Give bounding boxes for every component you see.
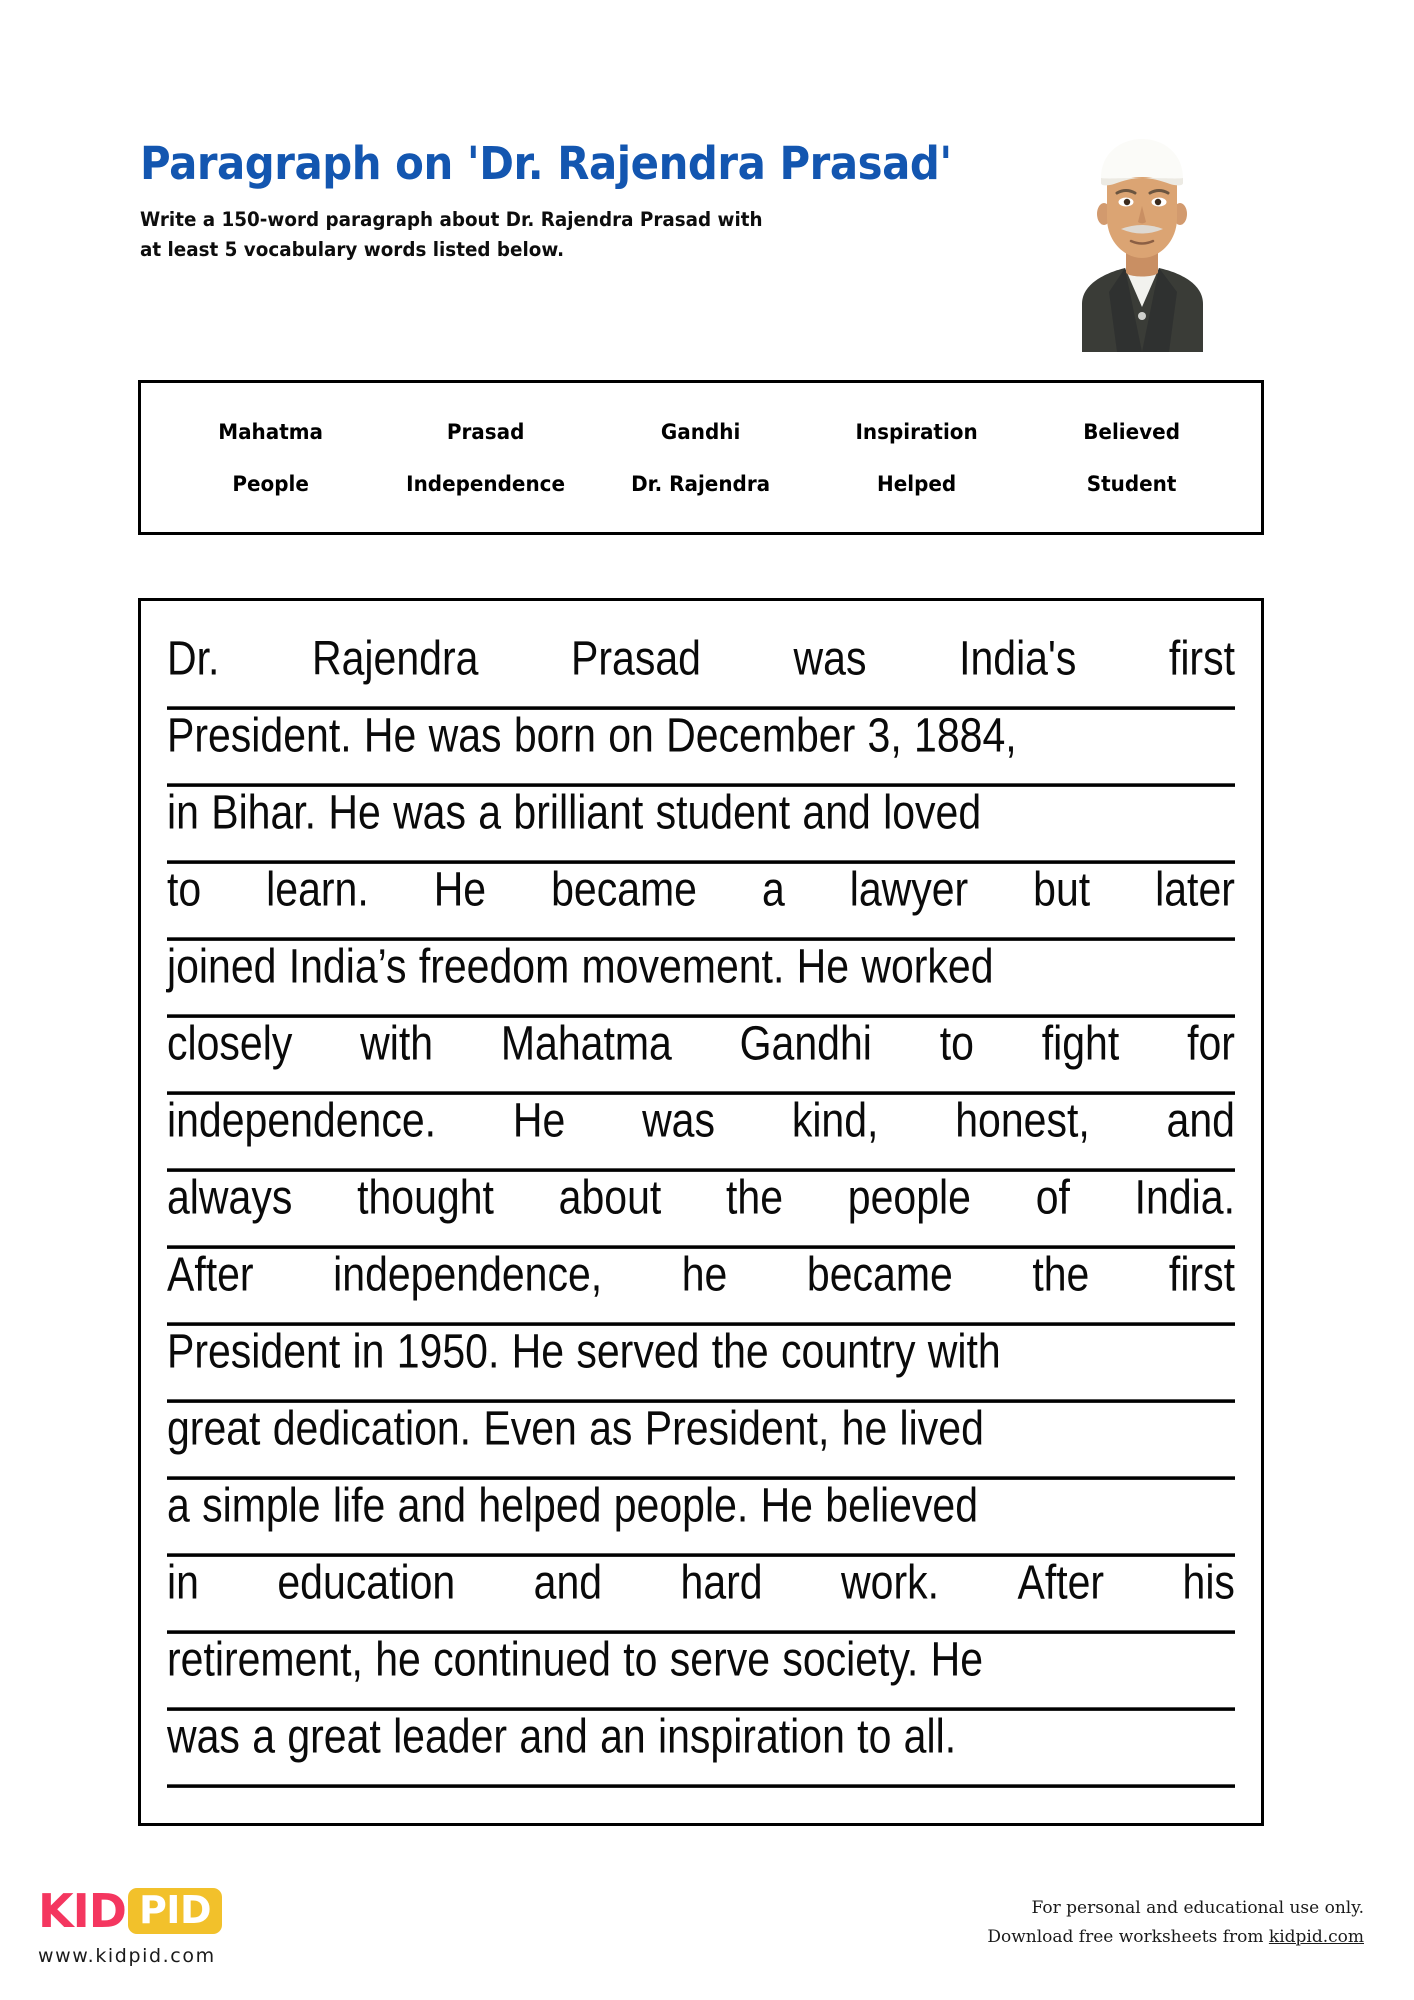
answer-word: country [781, 1323, 916, 1379]
answer-word: lived [899, 1400, 984, 1456]
answer-word: simple [202, 1477, 321, 1533]
answer-word: 1950. [396, 1323, 500, 1379]
answer-word: as [589, 1400, 633, 1456]
answer-word: He [363, 707, 417, 763]
vocabulary-word: Dr. Rajendra [631, 471, 771, 496]
answer-word: a [478, 784, 502, 840]
answer-word: always [167, 1169, 293, 1225]
answer-word: served [576, 1323, 700, 1379]
answer-word: and [802, 784, 871, 840]
kidpid-link[interactable]: kidpid.com [1268, 1926, 1364, 1947]
answer-word: India’s [288, 938, 407, 994]
vocabulary-row [141, 472, 1261, 496]
answer-word: in [352, 1323, 385, 1379]
answer-word: on [608, 707, 654, 763]
answer-word: was [642, 1092, 715, 1148]
answer-word: and [397, 1477, 467, 1533]
answer-word: Mahatma [500, 1015, 672, 1071]
answer-word: a [167, 1477, 190, 1533]
answer-word: independence. [167, 1092, 437, 1148]
answer-word: society. [782, 1631, 919, 1687]
answer-word: student [655, 784, 791, 840]
answer-word: about [558, 1169, 662, 1225]
answer-word: After [167, 1246, 254, 1302]
answer-word: hard [680, 1554, 763, 1610]
answer-word: life [332, 1477, 386, 1533]
vocabulary-word-bank [138, 380, 1264, 535]
answer-word: After [1017, 1554, 1105, 1610]
answer-word: retirement, [167, 1631, 363, 1687]
logo-kid-text: KID [38, 1884, 126, 1938]
worksheet-footer [0, 1880, 1414, 2000]
answer-word: a [761, 861, 785, 917]
answer-word: worked [861, 938, 994, 994]
answer-word: the [1032, 1246, 1090, 1302]
answer-word: first [1168, 630, 1235, 686]
answer-word: great [287, 1708, 381, 1764]
vocabulary-word: People [232, 471, 309, 496]
answer-word: lawyer [849, 861, 969, 917]
answer-word: India's [959, 630, 1077, 686]
answer-word: Rajendra [312, 630, 479, 686]
answer-word: was [167, 1708, 240, 1764]
answer-word: was [393, 784, 466, 840]
answer-word: Dr. [167, 630, 220, 686]
answer-word: to [167, 861, 202, 917]
answer-word: He [796, 938, 850, 994]
logo-pid-badge [128, 1888, 222, 1934]
answer-word: He [511, 1323, 565, 1379]
logo-mark [38, 1885, 222, 1937]
answer-word: 1884, [914, 707, 1017, 763]
answer-word: fight [1041, 1015, 1120, 1071]
kidpid-logo[interactable] [38, 1885, 222, 1967]
answer-word: independence, [333, 1246, 603, 1302]
answer-word: but [1033, 861, 1091, 917]
answer-word: inspiration [657, 1708, 845, 1764]
answer-word: movement. [581, 938, 785, 994]
answer-word: He [760, 1477, 813, 1533]
answer-word: kind, [791, 1092, 879, 1148]
answer-word: learn. [266, 861, 369, 917]
answer-word: people [847, 1169, 971, 1225]
answer-word: believed [825, 1477, 979, 1533]
answer-word: became [551, 861, 697, 917]
answer-word: Gandhi [739, 1015, 872, 1071]
footer-note-line-1: For personal and educational use only. [1031, 1898, 1364, 1918]
answer-word: to [857, 1708, 892, 1764]
answer-word: India. [1134, 1169, 1235, 1225]
answer-word: great [167, 1400, 261, 1456]
answer-word: work. [841, 1554, 940, 1610]
answer-word: thought [357, 1169, 494, 1225]
answer-word: He [930, 1631, 984, 1687]
vocabulary-word: Student [1086, 471, 1177, 496]
answer-line [167, 1697, 1235, 1788]
answer-word: was [428, 707, 502, 763]
answer-word: people. [613, 1477, 749, 1533]
answer-word: 3, [867, 707, 902, 763]
vocabulary-word: Gandhi [661, 419, 741, 444]
answer-word: He [328, 784, 381, 840]
answer-word: born [513, 707, 596, 763]
answer-word: for [1187, 1015, 1235, 1071]
footer-note [987, 1894, 1364, 1952]
answer-word: closely [167, 1015, 293, 1071]
portrait-dr-rajendra-prasad [1047, 132, 1237, 352]
vocabulary-row [141, 420, 1261, 444]
answer-word: Bihar. [211, 784, 317, 840]
answer-word: and [519, 1708, 588, 1764]
answer-word: and [1166, 1092, 1235, 1148]
answer-word: he [375, 1631, 421, 1687]
answer-word: President, [644, 1400, 830, 1456]
footer-note-prefix: Download free worksheets from [987, 1926, 1269, 1947]
answer-word: loved [883, 784, 982, 840]
answer-word: dedication. [272, 1400, 472, 1456]
answer-word: Even [483, 1400, 577, 1456]
answer-word: with [360, 1015, 434, 1071]
vocabulary-word: Prasad [447, 419, 525, 444]
answer-word: of [1035, 1169, 1070, 1225]
answer-word: brilliant [513, 784, 644, 840]
answer-word: and [533, 1554, 603, 1610]
vocabulary-word: Mahatma [218, 419, 323, 444]
instruction-line-1: Write a 150-word paragraph about Dr. Rajendra Prasad with [140, 208, 763, 232]
answer-word: all. [903, 1708, 957, 1764]
answer-word: joined [167, 938, 277, 994]
answer-word: first [1168, 1246, 1235, 1302]
answer-word: helped [478, 1477, 602, 1533]
answer-word: an [600, 1708, 646, 1764]
answer-word: continued [433, 1631, 611, 1687]
answer-word: education [277, 1554, 456, 1610]
answer-word: with [927, 1323, 1001, 1379]
answer-word: a [252, 1708, 276, 1764]
answer-word: in [167, 1554, 199, 1610]
answer-word: later [1155, 861, 1235, 917]
answer-word: leader [393, 1708, 508, 1764]
page-title: Paragraph on 'Dr. Rajendra Prasad' [140, 137, 952, 190]
answer-word: honest, [955, 1092, 1090, 1148]
logo-pid-text: PID [138, 1888, 211, 1932]
answer-word: the [711, 1323, 769, 1379]
paragraph-answer-area[interactable] [138, 598, 1264, 1826]
website-url[interactable]: www.kidpid.com [38, 1945, 216, 1967]
answer-word: he [841, 1400, 888, 1456]
answer-word: He [433, 861, 487, 917]
vocabulary-word: Inspiration [855, 419, 978, 444]
answer-word: December [666, 707, 856, 763]
answer-word: President [167, 1323, 341, 1379]
answer-word: became [806, 1246, 953, 1302]
answer-word: President. [167, 707, 352, 763]
answer-word: the [726, 1169, 784, 1225]
vocabulary-word: Believed [1083, 419, 1180, 444]
instruction-line-2: at least 5 vocabulary words listed below. [140, 237, 565, 261]
answer-word: to [939, 1015, 974, 1071]
footer-note-line-2 [987, 1923, 1364, 1952]
answer-word: to [623, 1631, 658, 1687]
answer-word: freedom [418, 938, 570, 994]
answer-word: was [793, 630, 867, 686]
answer-word: He [512, 1092, 566, 1148]
answer-word: Prasad [571, 630, 701, 686]
answer-word: he [681, 1246, 728, 1302]
answer-word: his [1182, 1554, 1235, 1610]
answer-word: in [167, 784, 199, 840]
answer-word: serve [669, 1631, 771, 1687]
vocabulary-word: Independence [406, 471, 566, 496]
vocabulary-word: Helped [876, 471, 956, 496]
